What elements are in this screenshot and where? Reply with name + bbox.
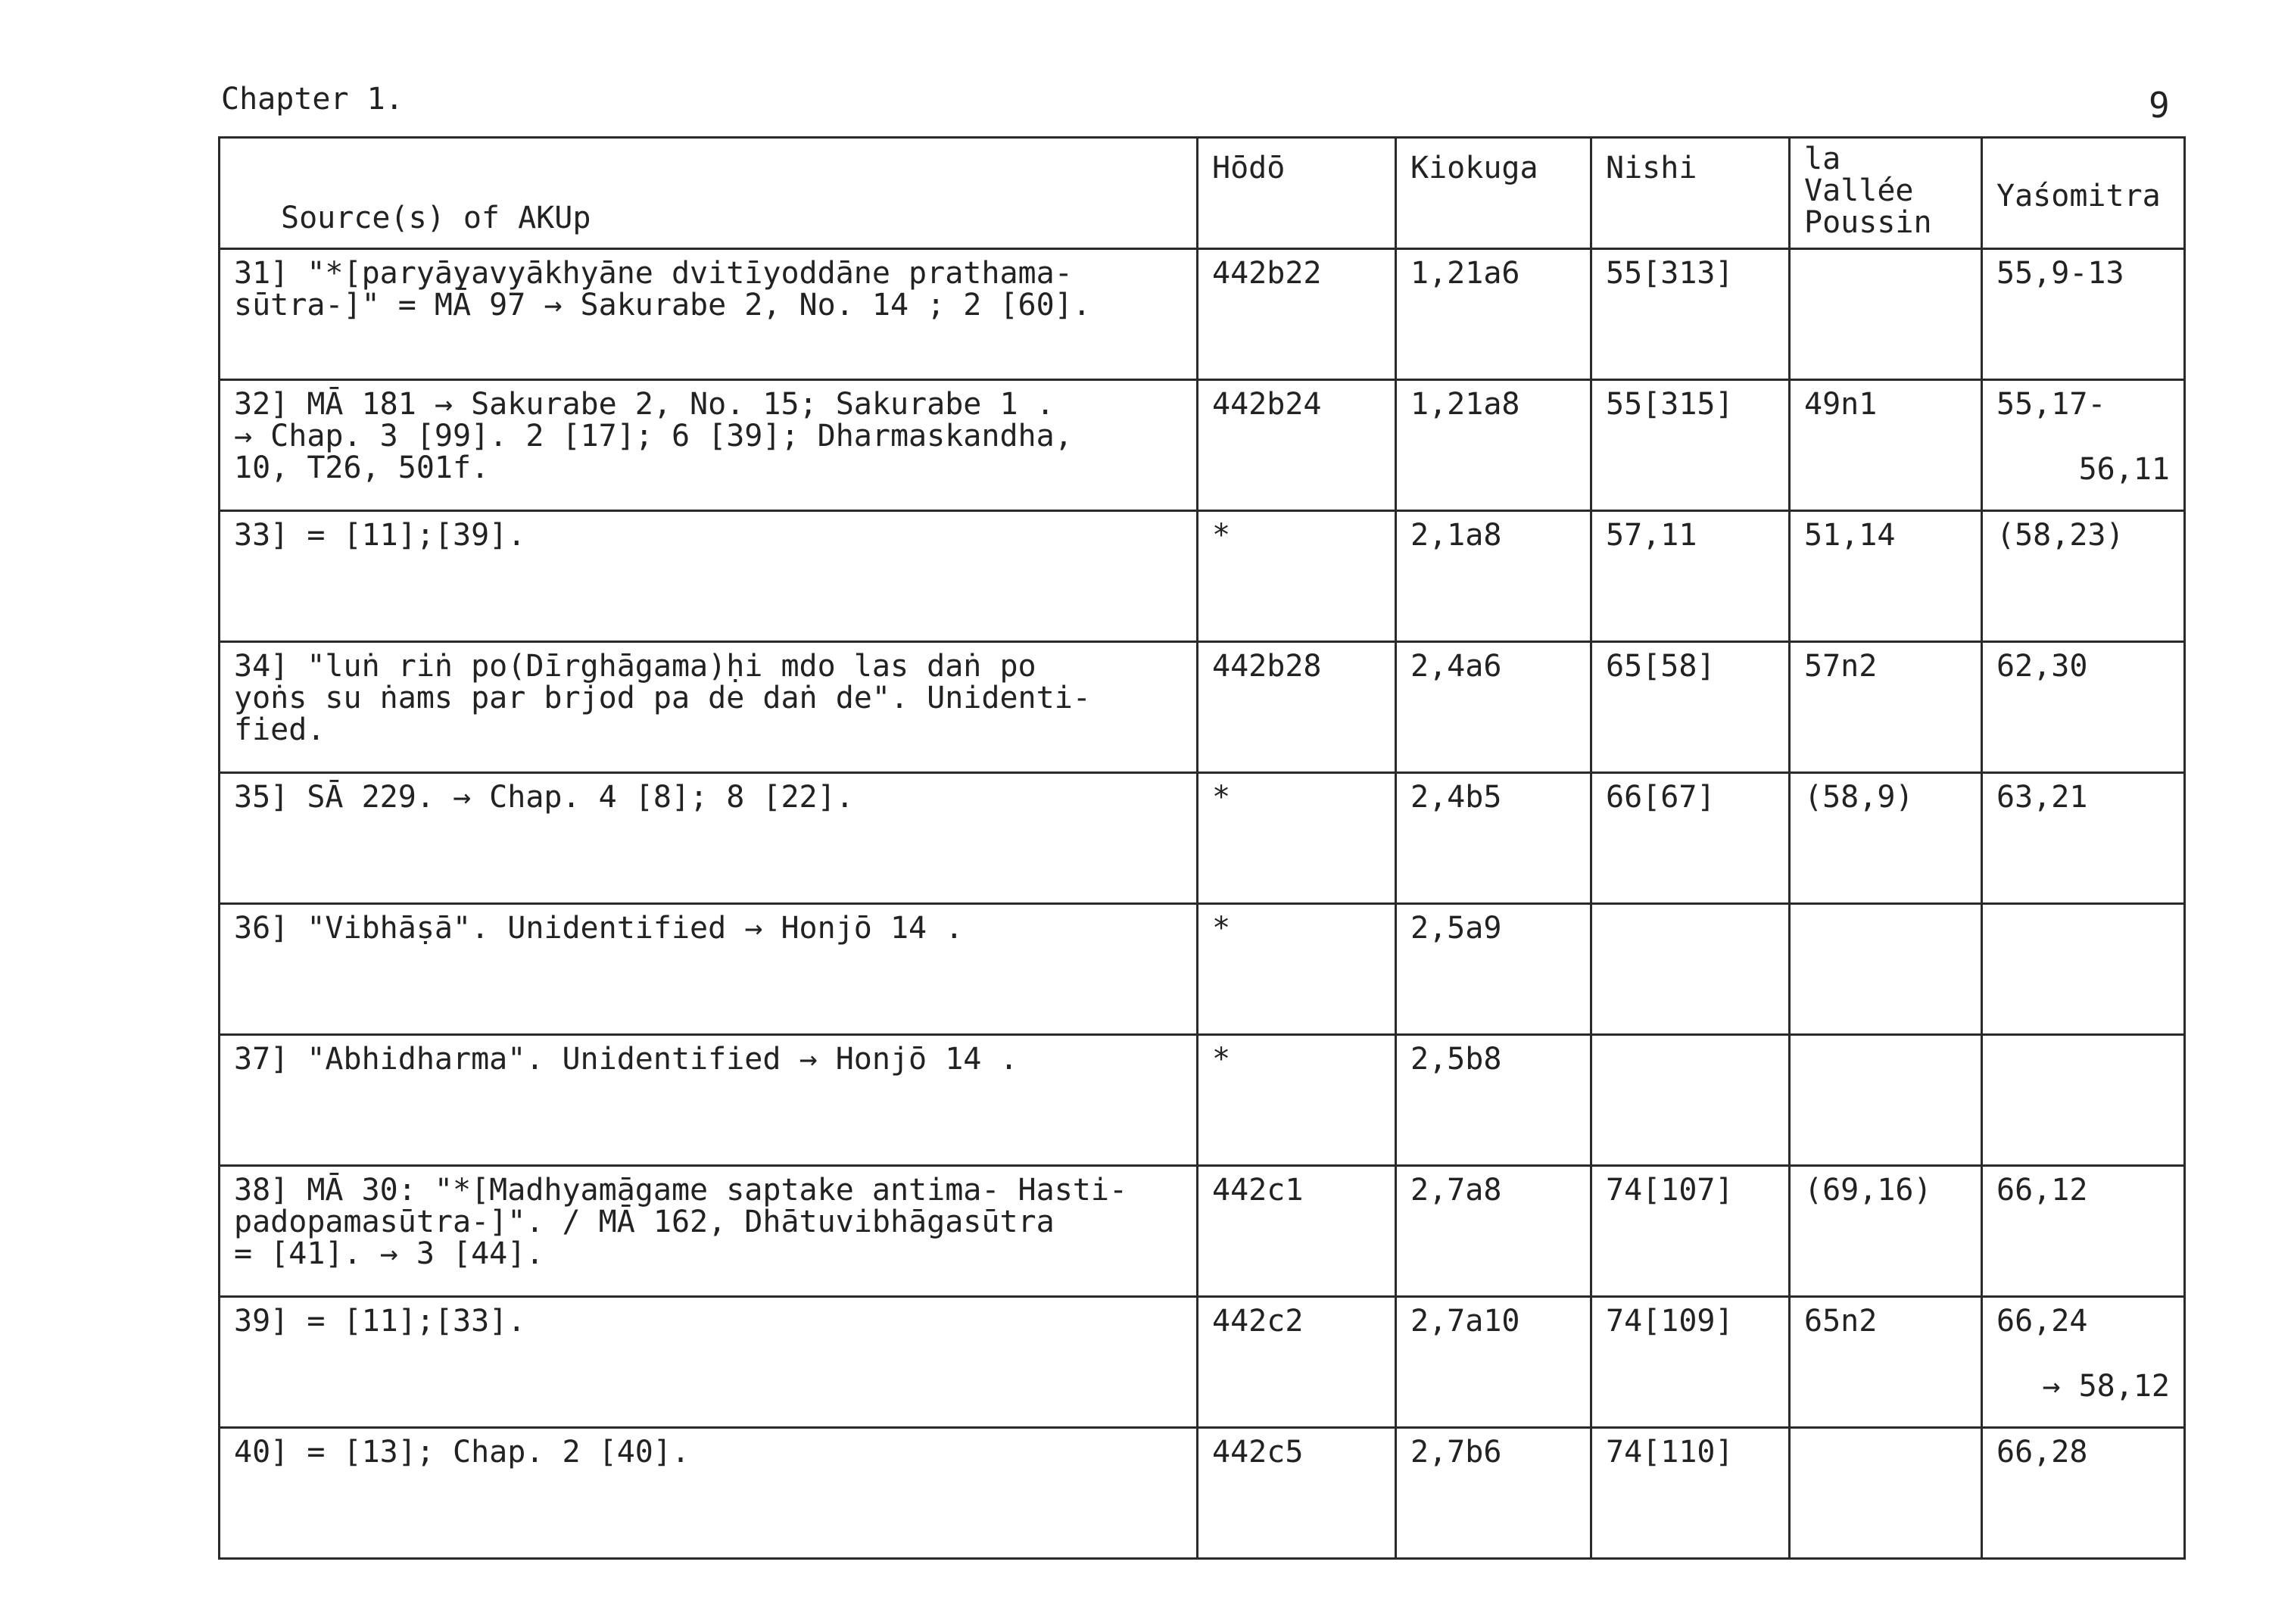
nishi-cell xyxy=(1591,642,1790,773)
table-row xyxy=(220,1035,2185,1166)
kiokuga-cell xyxy=(1396,773,1591,904)
nishi-cell-text: 74[107] xyxy=(1606,1173,1734,1208)
source-cell-text: 38] MĀ 30: "*[Madhyamāgame saptake antima- Hasti- padopamasūtra-]". / MĀ 162, Dhātuvibhāgasūtra = [41]. → 3 [44]. xyxy=(234,1173,1128,1271)
nishi-cell-text: 74[109] xyxy=(1606,1304,1734,1339)
yasomitra-line: 63,21 xyxy=(1996,780,2088,815)
column-header-la-vallee-poussin-label: la Vallée Poussin xyxy=(1804,142,1932,240)
source-cell-text: 35] SĀ 229. → Chap. 4 [8]; 8 [22]. xyxy=(234,780,854,815)
table-row xyxy=(220,1166,2185,1297)
la-vallee-poussin-cell xyxy=(1790,380,1982,511)
hodo-cell xyxy=(1198,1166,1396,1297)
page-header xyxy=(0,0,2294,136)
column-header-nishi: Nishi xyxy=(1591,138,1790,249)
hodo-cell-text: 442b28 xyxy=(1212,649,1322,684)
hodo-cell-text: * xyxy=(1212,780,1231,815)
kiokuga-cell xyxy=(1396,511,1591,642)
kiokuga-cell xyxy=(1396,1166,1591,1297)
kiokuga-cell-text: 2,7b6 xyxy=(1410,1435,1502,1470)
source-cell xyxy=(220,249,1198,380)
source-cell xyxy=(220,511,1198,642)
yasomitra-line: 55,9-13 xyxy=(1996,256,2124,291)
la-vallee-poussin-cell xyxy=(1790,1166,1982,1297)
source-cell xyxy=(220,642,1198,773)
yasomitra-cell xyxy=(1982,904,2185,1035)
column-header-kiokuga: Kiokuga xyxy=(1396,138,1591,249)
yasomitra-line: → 58,12 xyxy=(2042,1369,2170,1404)
source-cell xyxy=(220,904,1198,1035)
kiokuga-cell-text: 2,7a10 xyxy=(1410,1304,1520,1339)
nishi-cell xyxy=(1591,1297,1790,1428)
kiokuga-cell-text: 2,4b5 xyxy=(1410,780,1502,815)
yasomitra-cell xyxy=(1982,380,2185,511)
hodo-cell-text: * xyxy=(1212,1042,1231,1077)
table-row xyxy=(220,511,2185,642)
la-vallee-poussin-cell xyxy=(1790,1428,1982,1559)
source-cell-text: 33] = [11];[39]. xyxy=(234,518,526,553)
nishi-cell xyxy=(1591,773,1790,904)
la-vallee-poussin-cell xyxy=(1790,773,1982,904)
la-vallee-poussin-cell xyxy=(1790,642,1982,773)
hodo-cell xyxy=(1198,380,1396,511)
nishi-cell-text: 55[313] xyxy=(1606,256,1734,291)
table-row xyxy=(220,642,2185,773)
la-vallee-poussin-cell-text: (58,9) xyxy=(1804,780,1914,815)
la-vallee-poussin-cell-text: 57n2 xyxy=(1804,649,1878,684)
hodo-cell xyxy=(1198,904,1396,1035)
la-vallee-poussin-cell-text: 65n2 xyxy=(1804,1304,1878,1339)
nishi-cell xyxy=(1591,380,1790,511)
page-number: 9 xyxy=(2149,85,2170,126)
kiokuga-cell xyxy=(1396,642,1591,773)
yasomitra-cell xyxy=(1982,511,2185,642)
la-vallee-poussin-cell xyxy=(1790,249,1982,380)
nishi-cell xyxy=(1591,511,1790,642)
kiokuga-cell-text: 1,21a8 xyxy=(1410,387,1520,422)
yasomitra-line: 56,11 xyxy=(2078,452,2170,487)
source-cell-text: 34] "luṅ riṅ po(Dīrghāgama)ḥi mdo las daṅ po yoṅs su ṅams par brjod pa de daṅ de". Unidenti- fied. xyxy=(234,649,1091,747)
kiokuga-cell-text: 2,7a8 xyxy=(1410,1173,1502,1208)
kiokuga-cell xyxy=(1396,1035,1591,1166)
nishi-cell xyxy=(1591,904,1790,1035)
la-vallee-poussin-cell xyxy=(1790,904,1982,1035)
hodo-cell xyxy=(1198,249,1396,380)
table-row xyxy=(220,380,2185,511)
kiokuga-cell xyxy=(1396,1297,1591,1428)
kiokuga-cell xyxy=(1396,380,1591,511)
la-vallee-poussin-cell xyxy=(1790,511,1982,642)
kiokuga-cell-text: 2,4a6 xyxy=(1410,649,1502,684)
yasomitra-line: 66,24 xyxy=(1996,1304,2088,1339)
hodo-cell-text: 442c2 xyxy=(1212,1304,1304,1339)
table-header xyxy=(220,138,2185,249)
kiokuga-cell-text: 2,5b8 xyxy=(1410,1042,1502,1077)
table-body xyxy=(220,249,2185,1559)
nishi-cell-text: 66[67] xyxy=(1606,780,1716,815)
table-row xyxy=(220,904,2185,1035)
yasomitra-cell xyxy=(1982,1035,2185,1166)
source-cell-text: 37] "Abhidharma". Unidentified → Honjō 14 . xyxy=(234,1042,1018,1077)
source-cell-text: 36] "Vibhāṣā". Unidentified → Honjō 14 . xyxy=(234,911,964,946)
column-header-la-vallee-poussin xyxy=(1790,138,1982,249)
nishi-cell-text: 55[315] xyxy=(1606,387,1734,422)
hodo-cell xyxy=(1198,511,1396,642)
yasomitra-line: 66,12 xyxy=(1996,1173,2088,1208)
hodo-cell xyxy=(1198,1035,1396,1166)
source-cell-text: 32] MĀ 181 → Sakurabe 2, No. 15; Sakurabe 1 . → Chap. 3 [99]. 2 [17]; 6 [39]; Dharmaskandha, 10, T26, 501f. xyxy=(234,387,1073,485)
nishi-cell-text: 74[110] xyxy=(1606,1435,1734,1470)
hodo-cell-text: 442b22 xyxy=(1212,256,1322,291)
yasomitra-line: (58,23) xyxy=(1996,518,2124,553)
table-row xyxy=(220,773,2185,904)
la-vallee-poussin-cell xyxy=(1790,1297,1982,1428)
source-cell xyxy=(220,1297,1198,1428)
kiokuga-cell xyxy=(1396,249,1591,380)
la-vallee-poussin-cell xyxy=(1790,1035,1982,1166)
sources-table xyxy=(218,136,2186,1560)
nishi-cell xyxy=(1591,1428,1790,1559)
nishi-cell xyxy=(1591,1166,1790,1297)
yasomitra-cell xyxy=(1982,1166,2185,1297)
column-header-yasomitra: Yaśomitra xyxy=(1982,138,2185,249)
yasomitra-cell xyxy=(1982,642,2185,773)
table-row xyxy=(220,1297,2185,1428)
yasomitra-line: 66,28 xyxy=(1996,1435,2088,1470)
source-cell xyxy=(220,1035,1198,1166)
hodo-cell-text: 442b24 xyxy=(1212,387,1322,422)
hodo-cell xyxy=(1198,642,1396,773)
hodo-cell-text: * xyxy=(1212,911,1231,946)
nishi-cell xyxy=(1591,249,1790,380)
yasomitra-cell xyxy=(1982,249,2185,380)
hodo-cell xyxy=(1198,1428,1396,1559)
yasomitra-cell xyxy=(1982,1428,2185,1559)
yasomitra-line: 62,30 xyxy=(1996,649,2088,684)
la-vallee-poussin-cell-text: 51,14 xyxy=(1804,518,1896,553)
source-cell-text: 39] = [11];[33]. xyxy=(234,1304,526,1339)
kiokuga-cell xyxy=(1396,904,1591,1035)
hodo-cell-text: * xyxy=(1212,518,1231,553)
source-cell-text: 31] "*[paryāyavyākhyāne dvitīyoddāne prathama- sūtra-]" = MĀ 97 → Sakurabe 2, No. 14 ; 2 [60]. xyxy=(234,256,1091,323)
source-cell xyxy=(220,1428,1198,1559)
nishi-cell xyxy=(1591,1035,1790,1166)
chapter-heading: Chapter 1. xyxy=(221,82,404,117)
kiokuga-cell-text: 1,21a6 xyxy=(1410,256,1520,291)
kiokuga-cell xyxy=(1396,1428,1591,1559)
source-cell xyxy=(220,773,1198,904)
nishi-cell-text: 57,11 xyxy=(1606,518,1697,553)
yasomitra-cell xyxy=(1982,773,2185,904)
source-cell-text: 40] = [13]; Chap. 2 [40]. xyxy=(234,1435,690,1470)
yasomitra-line: 55,17- xyxy=(1996,387,2106,422)
column-header-hodo: Hōdō xyxy=(1198,138,1396,249)
la-vallee-poussin-cell-text: 49n1 xyxy=(1804,387,1878,422)
source-cell xyxy=(220,380,1198,511)
hodo-cell-text: 442c1 xyxy=(1212,1173,1304,1208)
nishi-cell-text: 65[58] xyxy=(1606,649,1716,684)
table-row xyxy=(220,1428,2185,1559)
kiokuga-cell-text: 2,5a9 xyxy=(1410,911,1502,946)
hodo-cell xyxy=(1198,1297,1396,1428)
column-header-source: Source(s) of AKUp xyxy=(220,138,1198,249)
la-vallee-poussin-cell-text: (69,16) xyxy=(1804,1173,1932,1208)
hodo-cell-text: 442c5 xyxy=(1212,1435,1304,1470)
hodo-cell xyxy=(1198,773,1396,904)
yasomitra-cell xyxy=(1982,1297,2185,1428)
header-row xyxy=(220,138,2185,249)
table-row xyxy=(220,249,2185,380)
kiokuga-cell-text: 2,1a8 xyxy=(1410,518,1502,553)
source-cell xyxy=(220,1166,1198,1297)
